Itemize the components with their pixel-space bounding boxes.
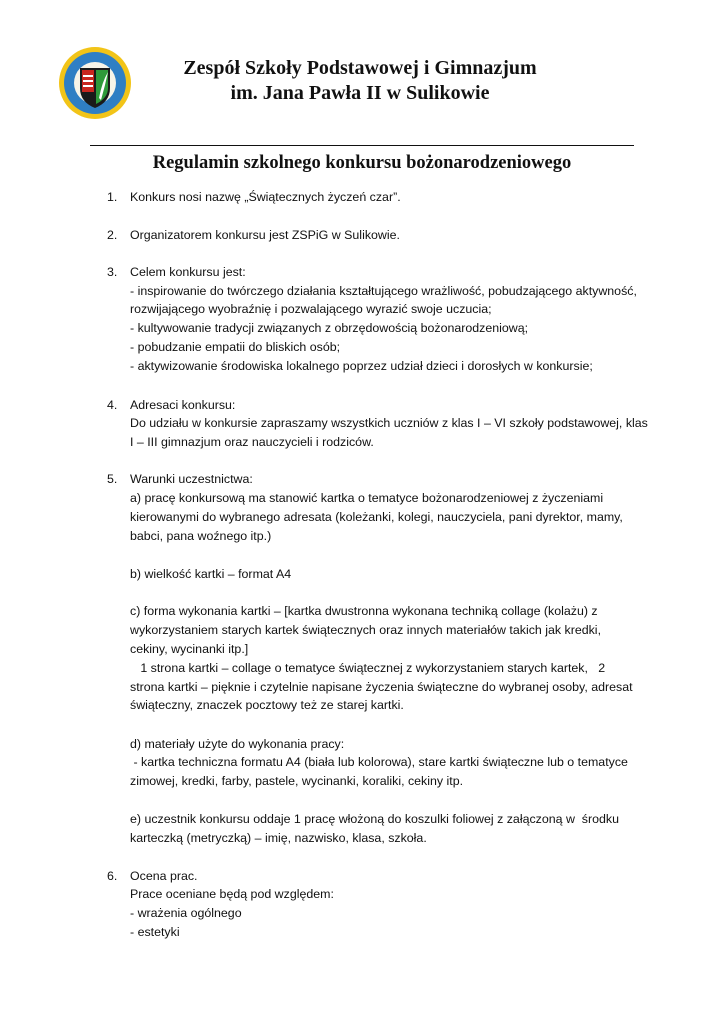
item-number: 4. — [107, 398, 118, 412]
item-text-line: Ocena prac. — [130, 869, 198, 883]
item-text-line: - pobudzanie empatii do bliskich osób; — [130, 340, 341, 354]
item-text-line: b) wielkość kartki – format A4 — [130, 567, 292, 581]
school-logo — [58, 42, 132, 124]
item-text-line: Konkurs nosi nazwę „Świątecznych życzeń czar”. — [130, 190, 401, 204]
item-text-line: e) uczestnik konkursu oddaje 1 pracę włożoną do koszulki foliowej z załączoną w środku — [130, 812, 619, 826]
item-text-line: I – III gimnazjum oraz nauczycieli i rodziców. — [130, 435, 374, 449]
item-text-line: świąteczny, znaczek pocztowy też ze starej kartki. — [130, 698, 404, 712]
school-name-line2: im. Jana Pawła II w Sulikowie — [230, 82, 490, 104]
item-number: 2. — [107, 228, 118, 242]
item-text-line: karteczką (metryczką) – imię, nazwisko, klasa, szkoła. — [130, 831, 427, 845]
item-text-line: 1 strona kartki – collage o tematyce świątecznej z wykorzystaniem starych kartek, 2 — [130, 661, 606, 675]
header-rule — [90, 145, 634, 146]
item-text-line: Celem konkursu jest: — [130, 265, 246, 279]
item-text-line: kierowanymi do wybranego adresata (koleżanki, kolegi, nauczyciela, pani dyrektor, mamy, — [130, 510, 623, 524]
document-title: Regulamin szkolnego konkursu bożonarodzeniowego — [152, 153, 572, 173]
item-number: 5. — [107, 472, 118, 486]
item-text-line: - wrażenia ogólnego — [130, 906, 242, 920]
item-text-line: - inspirowanie do twórczego działania kształtującego wrażliwość, pobudzającego aktywność, — [130, 284, 637, 298]
item-text-line: a) pracę konkursową ma stanowić kartka o tematyce bożonarodzeniowej z życzeniami — [130, 491, 604, 505]
item-text-line: - estetyki — [130, 925, 180, 939]
item-text-line: zimowej, kredki, farby, pastele, wycinanki, koraliki, cekiny itp. — [130, 774, 464, 788]
item-text-line: d) materiały użyte do wykonania pracy: — [130, 737, 345, 751]
item-text-line: strona kartki – pięknie i czytelnie napisane życzenia świąteczne do wybranej osoby, adresat — [130, 680, 633, 694]
item-number: 3. — [107, 265, 118, 279]
item-text-line: c) forma wykonania kartki – [kartka dwustronna wykonana techniką collage (kolażu) z — [130, 604, 598, 618]
item-text-line: Prace oceniane będą pod względem: — [130, 887, 334, 901]
item-text-line: cekiny, wycinanki itp.] — [130, 642, 249, 656]
item-text-line: Warunki uczestnictwa: — [130, 472, 253, 486]
school-name-line1: Zespół Szkoły Podstawowej i Gimnazjum — [183, 57, 537, 79]
item-number: 6. — [107, 869, 118, 883]
item-text-line: babci, pana woźnego itp.) — [130, 529, 272, 543]
item-text-line: rozwijającego wyobraźnię i pozwalającego wyrazić swoje uczucia; — [130, 302, 492, 316]
item-text-line: wykorzystaniem starych kartek świątecznych oraz innych materiałów takich jak kredki, — [130, 623, 602, 637]
item-text-line: - kartka techniczna formatu A4 (biała lub kolorowa), stare kartki świąteczne lub o tematyce — [130, 755, 628, 769]
item-number: 1. — [107, 190, 118, 204]
item-text-line: Do udziału w konkursie zapraszamy wszystkich uczniów z klas I – VI szkoły podstawowej, klas — [130, 416, 648, 430]
item-text-line: Adresaci konkursu: — [130, 398, 236, 412]
item-text-line: - aktywizowanie środowiska lokalnego poprzez udział dzieci i dorosłych w konkursie; — [130, 359, 593, 373]
item-text-line: Organizatorem konkursu jest ZSPiG w Sulikowie. — [130, 228, 400, 242]
item-text-line: - kultywowanie tradycji związanych z obrzędowością bożonarodzeniową; — [130, 321, 529, 335]
